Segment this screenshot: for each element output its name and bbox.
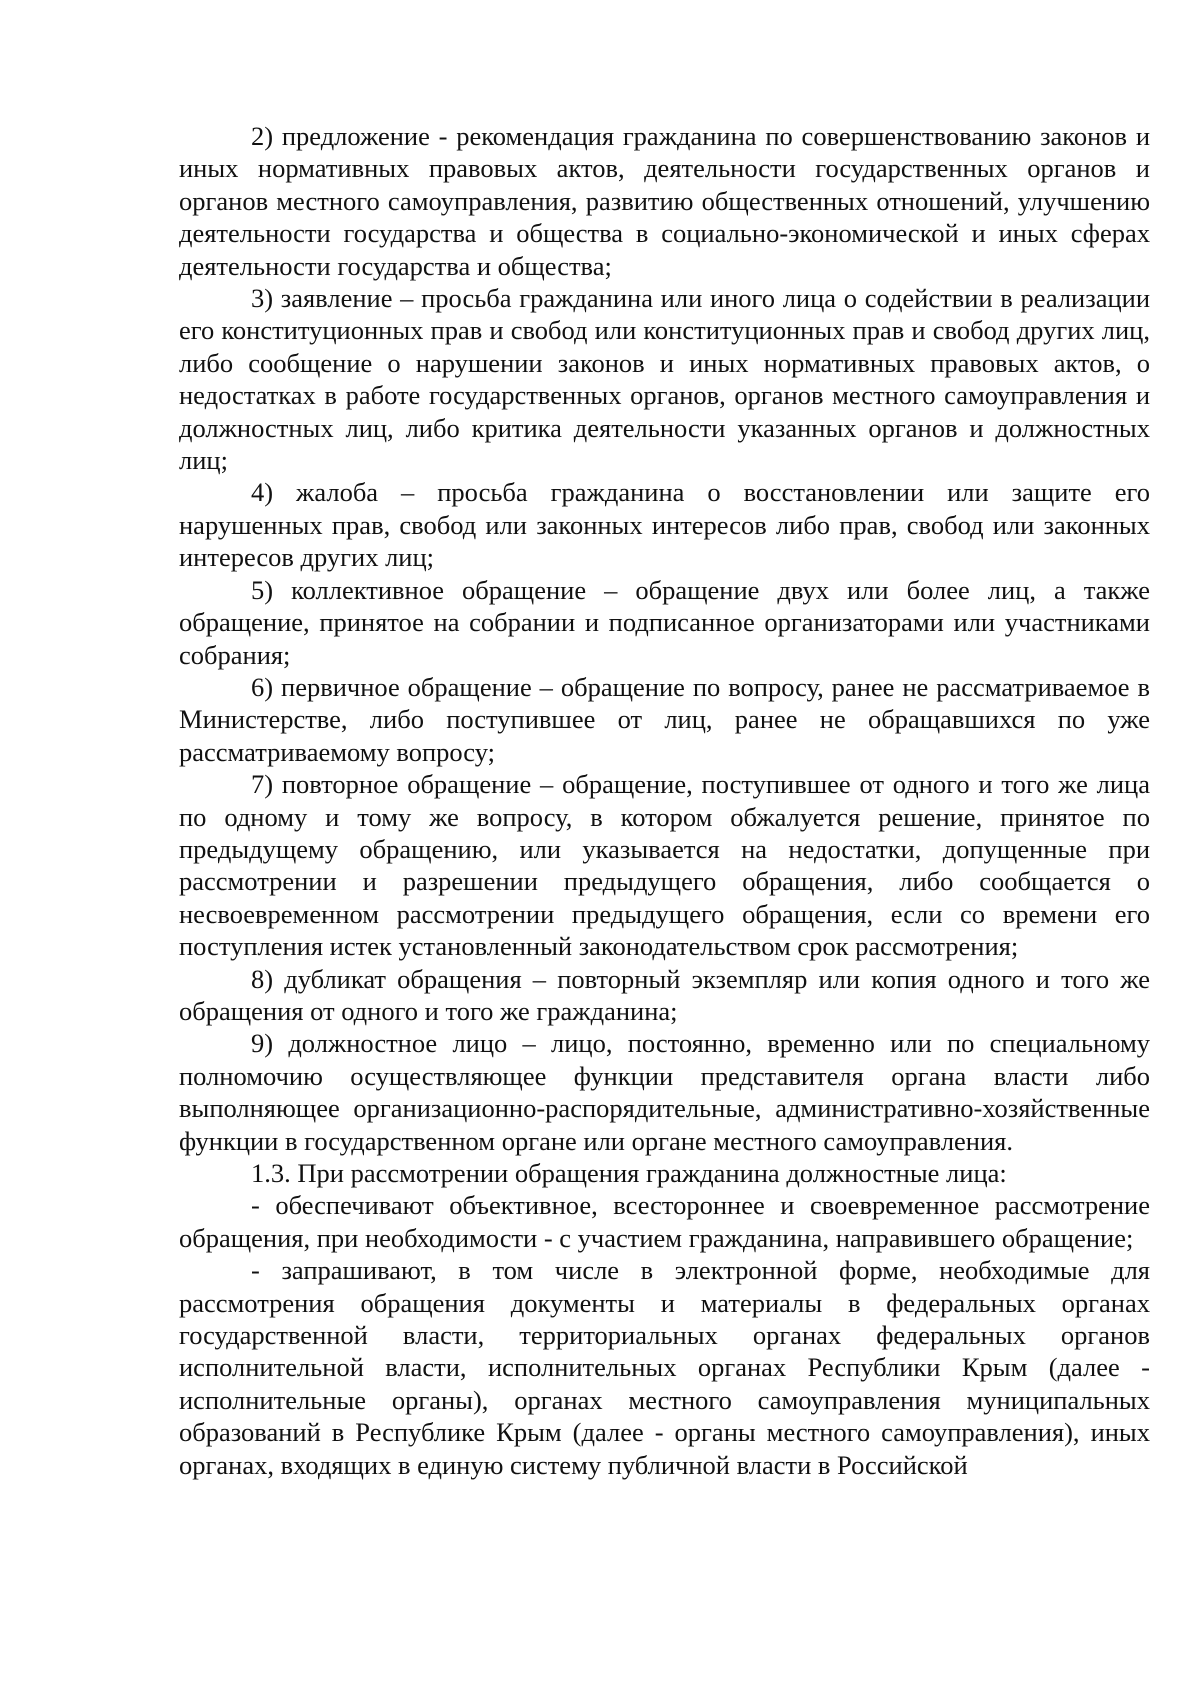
paragraph-list-item-ensure: - обеспечивают объективное, всестороннее и своевременное рассмотрение обращения, при необходимости - с участием гражданина, направившего обращение; — [179, 1190, 1150, 1253]
paragraph-definition-collective-appeal: 5) коллективное обращение – обращение двух или более лиц, а также обращение, принятое на собрании и подписанное организаторами или участниками собрания; — [179, 574, 1150, 670]
paragraph-definition-duplicate-appeal: 8) дубликат обращения – повторный экземпляр или копия одного и того же обращения от одного и того же гражданина; — [179, 963, 1150, 1026]
paragraph-definition-statement: 3) заявление – просьба гражданина или иного лица о содействии в реализации его конституционных прав и свобод или конституционных прав и свобод других лиц, либо сообщение о нарушении законов и иных нормативных правовых актов, о недостатках в работе государственных органов, органов местного самоуправления и должностных лиц, либо критика деятельности указанных органов и должностных лиц; — [179, 283, 1150, 476]
paragraph-definition-proposal: 2) предложение - рекомендация гражданина по совершенствованию законов и иных нормативных правовых актов, деятельности государственных органов и органов местного самоуправления, развитию общественных отношений, улучшению деятельности государства и общества в социально-экономической и иных сферах деятельности государства и общества; — [179, 121, 1150, 281]
document-body — [179, 120, 1150, 1481]
paragraph-definition-repeated-appeal: 7) повторное обращение – обращение, поступившее от одного и того же лица по одному и тому же вопросу, в котором обжалуется решение, принятое по предыдущему обращению, или указывается на недостатки, допущенные при рассмотрении и разрешении предыдущего обращения, либо сообщается о несвоевременном рассмотрении предыдущего обращения, если со времени его поступления истек установленный законодательством срок рассмотрения; — [179, 769, 1150, 962]
paragraph-section-1-3: 1.3. При рассмотрении обращения гражданина должностные лица: — [251, 1158, 1007, 1188]
paragraph-definition-complaint: 4) жалоба – просьба гражданина о восстановлении или защите его нарушенных прав, свобод или законных интересов либо прав, свобод или законных интересов других лиц; — [179, 477, 1150, 573]
paragraph-definition-primary-appeal: 6) первичное обращение – обращение по вопросу, ранее не рассматриваемое в Министерстве, либо поступившее от лиц, ранее не обращавшихся по уже рассматриваемому вопросу; — [179, 671, 1150, 767]
paragraph-list-item-request: - запрашивают, в том числе в электронной форме, необходимые для рассмотрения обращения документы и материалы в федеральных органах государственной власти, территориальных органах федеральных органов исполнительной власти, исполнительных органах Республики Крым (далее - исполнительные органы), органах местного самоуправления муниципальных образований в Республике Крым (далее - органы местного самоуправления), иных органах, входящих в единую систему публичной власти в Российской — [179, 1255, 1150, 1480]
paragraph-definition-official: 9) должностное лицо – лицо, постоянно, временно или по специальному полномочию осуществляющее функции представителя органа власти либо выполняющее организационно-распорядительные, административно-хозяйственные функции в государственном органе или органе местного самоуправления. — [179, 1028, 1150, 1156]
